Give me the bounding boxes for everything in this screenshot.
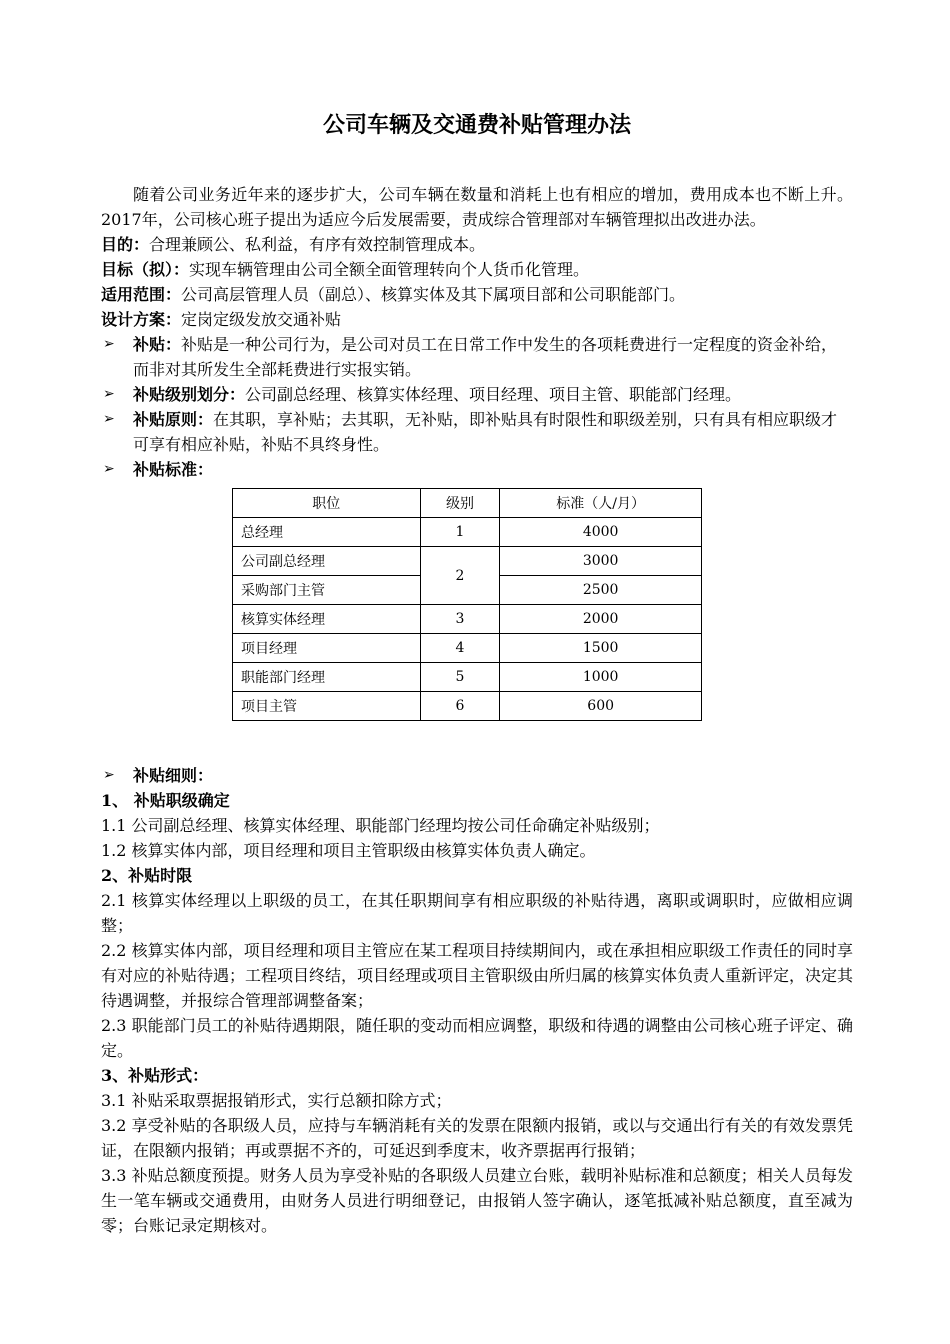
column-header: 标准（人/月） [500,489,702,518]
cell-position: 采购部门主管 [233,576,421,605]
field-label: 适用范围： [101,285,182,304]
section-item: 2.3 职能部门员工的补贴待遇期限，随任职的变动而相应调整，职级和待遇的调整由公司核心班子评定、确定。 [101,1016,853,1060]
section-heading [101,863,853,888]
field-text: 公司高层管理人员（副总）、核算实体及其下属项目部和公司职能部门。 [181,285,686,304]
section-heading-text: 1、 补贴职级确定 [101,791,230,810]
table-header-row [233,489,702,518]
cell-position: 项目主管 [233,692,421,721]
cell-standard: 4000 [500,518,702,547]
section-heading [101,788,853,813]
table-row [233,663,702,692]
bullet-label: 补贴原则： [133,410,214,429]
bullet-details [101,763,853,788]
arrow-bullet-icon: ➢ [103,411,115,427]
field-text: 定岗定级发放交通补贴 [181,310,342,329]
bullet-standard [101,457,853,482]
bullet-principle [101,407,853,457]
section-item: 2.1 核算实体经理以上职级的员工，在其任职期间享有相应职级的补贴待遇，离职或调职时，应做相应调整； [101,891,853,935]
section-item: 1.2 核算实体内部，项目经理和项目主管职级由核算实体负责人确定。 [101,841,596,860]
arrow-bullet-icon: ➢ [103,767,115,783]
cell-position: 总经理 [233,518,421,547]
arrow-bullet-icon: ➢ [103,336,115,352]
cell-position: 职能部门经理 [233,663,421,692]
bullet-subsidy [101,332,853,382]
section-item: 3.3 补贴总额度预提。财务人员为享受补贴的各职级人员建立台账，载明补贴标准和总额度；相关人员每发生一笔车辆或交通费用，由财务人员进行明细登记，由报销人签字确认，逐笔抵减补贴总额度，直至减为零；台账记录定期核对。 [101,1166,853,1235]
cell-standard: 1000 [500,663,702,692]
bullet-label: 补贴级别划分： [133,385,246,404]
cell-level: 3 [420,605,500,634]
field-scope [101,282,853,307]
cell-standard: 600 [500,692,702,721]
field-goal [101,257,853,282]
cell-position: 项目经理 [233,634,421,663]
field-label: 目标（拟）： [101,260,190,279]
cell-level: 1 [420,518,500,547]
section-item: 1.1 公司副总经理、核算实体经理、职能部门经理均按公司任命确定补贴级别； [101,816,660,835]
field-design [101,307,853,332]
cell-level: 2 [420,547,500,605]
bullet-levels [101,382,853,407]
table-row [233,605,702,634]
cell-level: 6 [420,692,500,721]
bullet-text: 公司副总经理、核算实体经理、项目经理、项目主管、职能部门经理。 [245,385,742,404]
field-text: 实现车辆管理由公司全额全面管理转向个人货币化管理。 [189,260,590,279]
section-item: 2.2 核算实体内部，项目经理和项目主管应在某工程项目持续期间内，或在承担相应职级工作责任的同时享有对应的补贴待遇；工程项目终结，项目经理或项目主管职级由所归属的核算实体负责人重新评定，决定其待遇调整，并报综合管理部调整备案； [101,941,854,1010]
field-purpose [101,232,853,257]
bullet-text: 补贴是一种公司行为，是公司对员工在日常工作中发生的各项耗费进行一定程度的资金补给，而非对其所发生全部耗费进行实报实销。 [133,335,838,379]
cell-position: 核算实体经理 [233,605,421,634]
table-row [233,547,702,576]
arrow-bullet-icon: ➢ [103,386,115,402]
table-row [233,518,702,547]
field-label: 设计方案： [101,310,182,329]
document-title: 公司车辆及交通费补贴管理办法 [322,112,631,138]
bullet-label: 补贴标准： [133,460,214,479]
column-header: 级别 [420,489,500,518]
section-item: 3.2 享受补贴的各职级人员，应持与车辆消耗有关的发票在限额内报销，或以与交通出行有关的有效发票凭证，在限额内报销；再或票据不齐的，可延迟到季度末，收齐票据再行报销； [101,1116,853,1160]
cell-standard: 3000 [500,547,702,576]
subsidy-standard-table [232,488,702,721]
spacer [101,721,853,763]
document-content [101,108,853,1238]
arrow-bullet-icon: ➢ [103,461,115,477]
cell-standard: 2500 [500,576,702,605]
bullet-text: 在其职，享补贴；去其职，无补贴，即补贴具有时限性和职级差别，只有具有相应职级才可享有相应补贴，补贴不具终身性。 [133,410,838,454]
cell-level: 4 [420,634,500,663]
bullet-label: 补贴细则： [133,766,214,785]
table-row [233,634,702,663]
cell-standard: 1500 [500,634,702,663]
cell-level: 5 [420,663,500,692]
section-heading [101,1063,853,1088]
cell-position: 公司副总经理 [233,547,421,576]
section-heading-text: 3、补贴形式： [101,1066,209,1085]
table-row [233,692,702,721]
field-label: 目的： [101,235,150,254]
column-header: 职位 [233,489,421,518]
section-item: 3.1 补贴采取票据报销形式，实行总额扣除方式； [101,1091,452,1110]
intro-paragraph: 随着公司业务近年来的逐步扩大，公司车辆在数量和消耗上也有相应的增加，费用成本也不断上升。2017年，公司核心班子提出为适应今后发展需要，责成综合管理部对车辆管理拟出改进办法。 [101,185,853,229]
cell-standard: 2000 [500,605,702,634]
field-text: 合理兼顾公、私利益，有序有效控制管理成本。 [149,235,486,254]
bullet-label: 补贴： [133,335,182,354]
section-heading-text: 2、补贴时限 [101,866,193,885]
